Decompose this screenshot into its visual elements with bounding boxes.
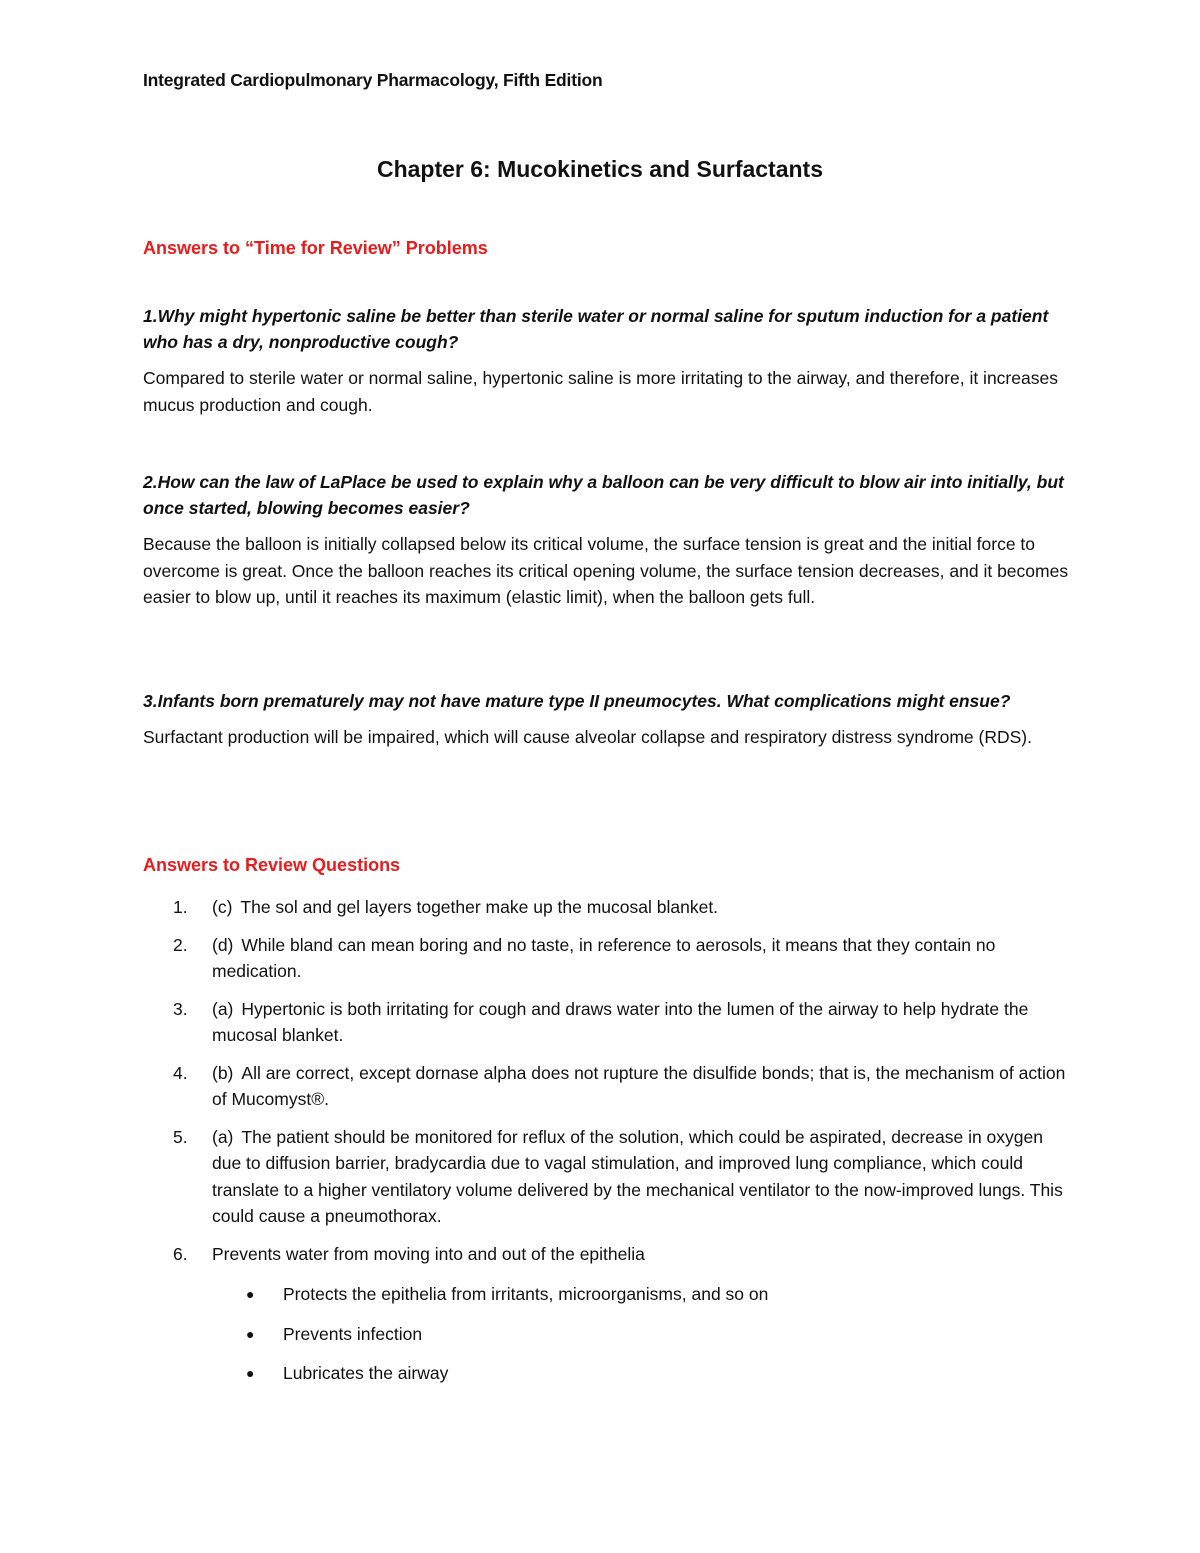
list-item (143, 932, 1073, 985)
problem-question: 1.Why might hypertonic saline be better than sterile water or normal saline for sputum induction for a patient who has a dry, nonproductive cough? (143, 306, 1049, 352)
problem-question: 2.How can the law of LaPlace be used to explain why a balloon can be very difficult to blow air into initially, but once started, blowing becomes easier? (143, 472, 1064, 518)
item-number: 1. (173, 897, 188, 917)
review-problem (143, 469, 1073, 611)
list-item (143, 996, 1073, 1049)
answer-letter: (d) (212, 934, 234, 955)
item-text: Prevents water from moving into and out of the epithelia (212, 1243, 645, 1264)
item-number: 4. (173, 1062, 188, 1083)
problem-answer: Because the balloon is initially collapsed below its critical volume, the surface tension is great and the initial force to overcome is great. Once the balloon reaches its critical opening volume, the surface tension decreases, and it becomes easier to blow up, until it reaches its maximum (elastic limit), when the balloon gets full. (143, 534, 1069, 607)
item-number: 5. (173, 1126, 188, 1147)
problem-question: 3.Infants born prematurely may not have mature type II pneumocytes. What complications might ensue? (143, 691, 1011, 711)
item-text: All are correct, except dornase alpha does not rupture the disulfide bonds; that is, the mechanism of action of Mucomyst®. (212, 1062, 1066, 1109)
bullet-icon: ● (246, 1365, 255, 1381)
answer-letter: (c) (212, 897, 233, 917)
review-problem (143, 688, 1073, 751)
bullet-item (212, 1360, 1073, 1387)
item-number: 3. (173, 998, 188, 1019)
answer-letter: (b) (212, 1062, 234, 1083)
answer-letter: (a) (212, 998, 234, 1019)
review-answers-list (143, 894, 1073, 1400)
bullet-text: Lubricates the airway (283, 1363, 449, 1383)
bullet-icon: ● (246, 1325, 255, 1342)
bullet-item (212, 1321, 1073, 1348)
list-item (143, 1060, 1073, 1113)
bullet-icon: ● (246, 1286, 255, 1302)
time-for-review-heading: Answers to “Time for Review” Problems (143, 238, 488, 258)
review-problem (143, 303, 1073, 418)
item-number: 2. (173, 934, 188, 955)
item-text: While bland can mean boring and no taste, in reference to aerosols, it means that they contain no medication. (212, 934, 996, 981)
answer-letter: (a) (212, 1126, 234, 1147)
item-number: 6. (173, 1243, 188, 1264)
problem-answer: Surfactant production will be impaired, which will cause alveolar collapse and respiratory distress syndrome (RDS). (143, 727, 1032, 747)
item-text: The sol and gel layers together make up the mucosal blanket. (240, 897, 719, 917)
list-item (143, 1241, 1073, 1387)
review-questions-heading: Answers to Review Questions (143, 855, 401, 875)
bullet-item (212, 1281, 1073, 1308)
bullet-text: Protects the epithelia from irritants, microorganisms, and so on (283, 1284, 769, 1304)
problem-answer: Compared to sterile water or normal saline, hypertonic saline is more irritating to the airway, and therefore, it increases mucus production and cough. (143, 368, 1058, 415)
bullet-list (212, 1281, 1073, 1387)
item-text: The patient should be monitored for reflux of the solution, which could be aspirated, decrease in oxygen due to diffusion barrier, bradycardia due to vagal stimulation, and improved lung compliance, which could translate to a higher ventilatory volume delivered by the mechanical ventilator to the now-improved lungs. This could cause a pneumothorax. (212, 1126, 1063, 1226)
item-text: Hypertonic is both irritating for cough and draws water into the lumen of the airway to help hydrate the mucosal blanket. (212, 998, 1029, 1045)
chapter-title: Chapter 6: Mucokinetics and Surfactants (376, 156, 824, 182)
list-item (143, 1124, 1073, 1230)
list-item (143, 894, 1073, 921)
bullet-text: Prevents infection (283, 1323, 423, 1344)
running-header: Integrated Cardiopulmonary Pharmacology, Fifth Edition (143, 70, 603, 90)
